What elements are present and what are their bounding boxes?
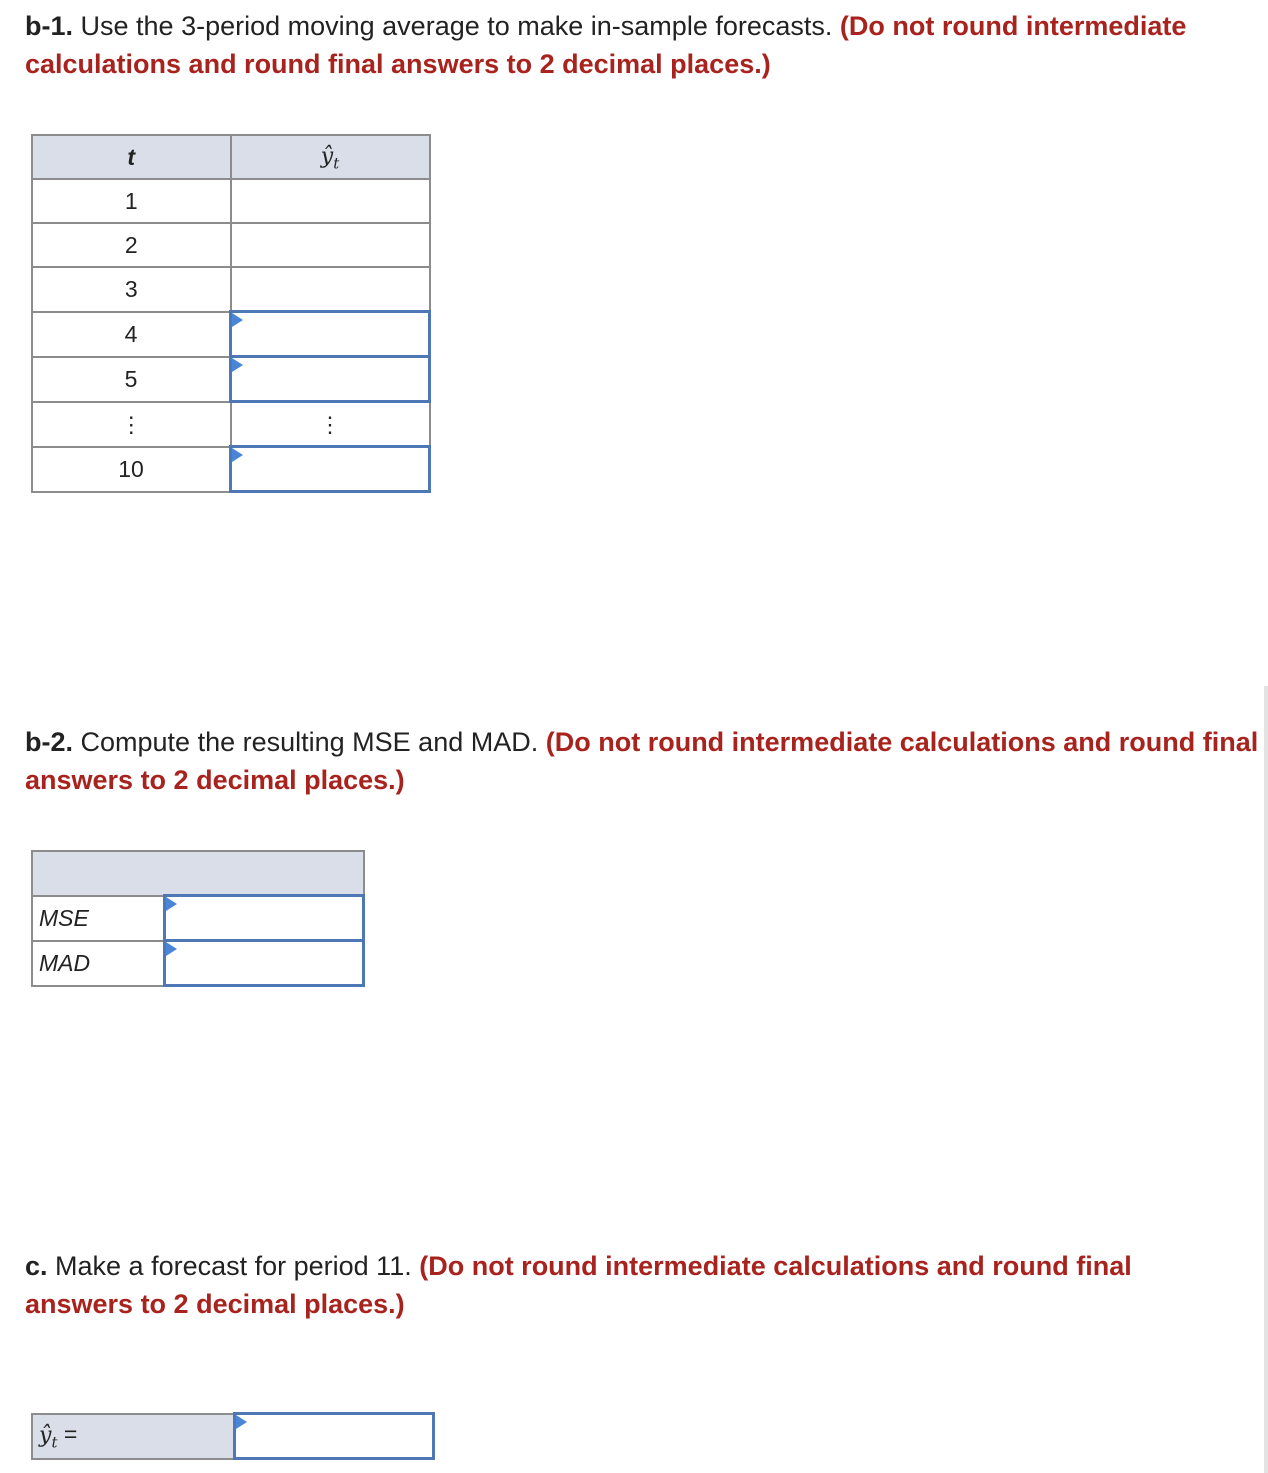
error-table-header: [32, 851, 364, 896]
forecast-ellipsis-cell: ⋮: [231, 402, 430, 447]
mse-input[interactable]: [165, 896, 364, 941]
question-c: [25, 1247, 1245, 1323]
mad-label: MAD: [32, 941, 165, 986]
table-row: [32, 896, 364, 941]
mad-input[interactable]: [165, 941, 364, 986]
table-row: [32, 267, 430, 312]
instruction-note: (Do not round intermediate calculations and round final answers to 2 decimal places.): [25, 1251, 1132, 1319]
period-cell: 4: [32, 312, 231, 357]
forecast-cell: [231, 267, 430, 312]
forecast-input-10[interactable]: [231, 447, 430, 492]
answer-marker-icon: [232, 313, 243, 327]
column-header-t: t: [32, 135, 231, 179]
column-header-yhat: $ŷ_t$: [231, 135, 430, 179]
period-cell: 1: [32, 179, 231, 223]
question-b2: [25, 723, 1265, 799]
question-label: b-2.: [25, 727, 74, 757]
yhat-label: $ŷ_t$ =: [32, 1414, 235, 1459]
forecast-input-5[interactable]: [231, 357, 430, 402]
forecast-table: [31, 134, 431, 493]
answer-marker-icon: [166, 942, 177, 956]
error-table: [31, 850, 365, 987]
table-header-row: [32, 851, 364, 896]
period-cell: 5: [32, 357, 231, 402]
period-cell: 2: [32, 223, 231, 267]
table-row: [32, 402, 430, 447]
period-cell: 3: [32, 267, 231, 312]
answer-marker-icon: [232, 448, 243, 462]
table-row: [32, 179, 430, 223]
table-header-row: [32, 135, 430, 179]
forecast-cell: [231, 179, 430, 223]
scrollbar[interactable]: [1264, 686, 1268, 1473]
mse-label: MSE: [32, 896, 165, 941]
question-text: Use the 3-period moving average to make in-sample forecasts.: [73, 11, 840, 41]
question-label: b-1.: [25, 11, 74, 41]
table-row: [32, 1414, 434, 1459]
table-row: [32, 941, 364, 986]
question-b1: [25, 7, 1245, 83]
question-label: c.: [25, 1251, 48, 1281]
question-text: Make a forecast for period 11.: [47, 1251, 420, 1281]
forecast-cell: [231, 223, 430, 267]
table-row: [32, 447, 430, 492]
instruction-note: (Do not round intermediate calculations and round final answers to 2 decimal places.): [25, 11, 1187, 79]
forecast-11-input[interactable]: [235, 1414, 434, 1459]
instruction-note: (Do not round intermediate calculations and round final answers to 2 decimal places.): [25, 727, 1259, 795]
answer-marker-icon: [236, 1415, 247, 1429]
answer-marker-icon: [232, 358, 243, 372]
answer-marker-icon: [166, 897, 177, 911]
forecast-input-4[interactable]: [231, 312, 430, 357]
period-cell: 10: [32, 447, 231, 492]
question-text: Compute the resulting MSE and MAD.: [73, 727, 546, 757]
period-ellipsis-cell: ⋮: [32, 402, 231, 447]
table-row: [32, 357, 430, 402]
table-row: [32, 312, 430, 357]
forecast-11-table: [31, 1412, 435, 1460]
table-row: [32, 223, 430, 267]
